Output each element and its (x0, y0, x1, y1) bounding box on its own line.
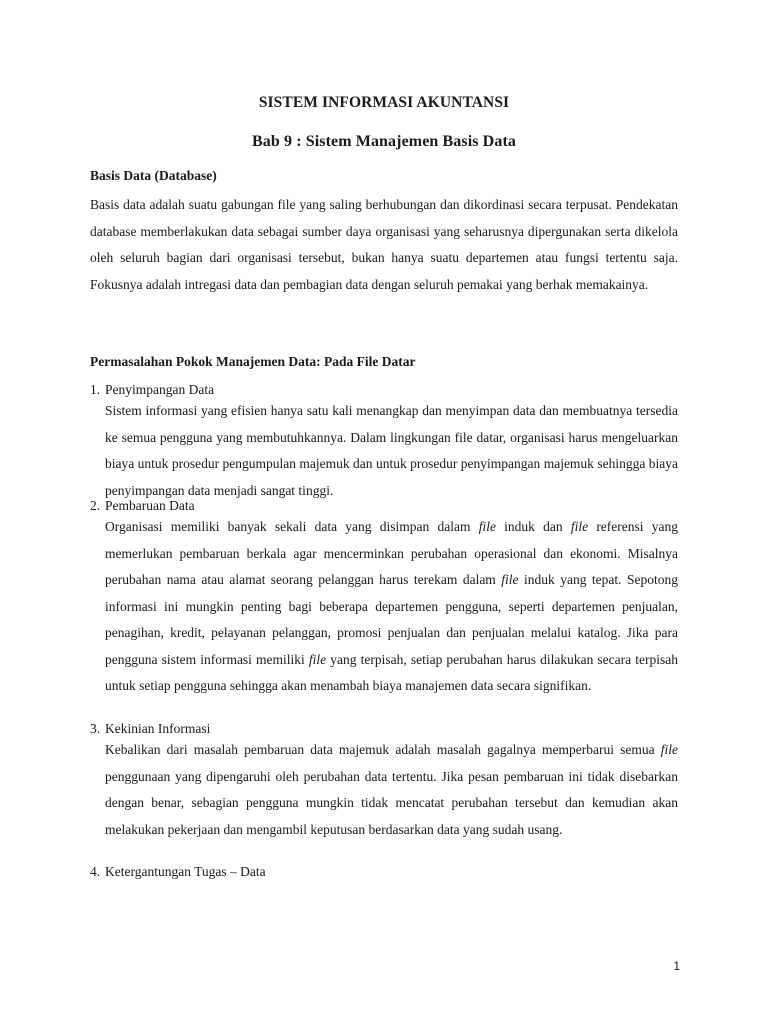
list-item-pembaruan-data (90, 497, 680, 700)
text-run: induk yang tepat. Sepotong informasi ini mungkin penting bagi beberapa departemen pengguna, seperti departemen penjualan, penagihan, kredit, pelayanan pelanggan, promosi penjualan dan penjualan melalui katalog. Jika para pengguna sistem informasi memiliki (105, 572, 679, 667)
list-item-number: 2. (90, 498, 101, 513)
list-item-body (105, 514, 678, 700)
list-item-title: Pembaruan Data (105, 498, 195, 513)
italic-term: file (660, 742, 678, 757)
text-run: Kebalikan dari masalah pembaruan data majemuk adalah masalah gagalnya memperbarui semua (105, 742, 661, 757)
section-heading-permasalahan: Permasalahan Pokok Manajemen Data: Pada File Datar (90, 354, 416, 369)
text-run: penggunaan yang dipengaruhi oleh perubahan data tertentu. Jika pesan pembaruan ini tidak disebarkan dengan benar, sebagian pengguna mungkin tidak mencatat perubahan tersebut dan kemudian akan melakukan pekerjaan dan mengambil keputusan berdasarkan data yang sudah usang. (105, 768, 678, 837)
section-heading-basis-data: Basis Data (Database) (90, 168, 217, 183)
list-item-title: Penyimpangan Data (105, 382, 215, 397)
chapter-title: Bab 9 : Sistem Manajemen Basis Data (252, 133, 516, 150)
list-item-kekinian-informasi (90, 720, 680, 843)
list-item-number: 1. (90, 382, 101, 397)
list-item-title: Ketergantungan Tugas – Data (105, 864, 266, 879)
list-item-number: 4. (90, 864, 101, 879)
text-run: Organisasi memiliki banyak sekali data yang disimpan dalam (105, 519, 479, 534)
list-item-title: Kekinian Informasi (105, 721, 211, 736)
list-item-body: Sistem informasi yang efisien hanya satu kali menangkap dan menyimpan data dan membuatnya tersedia ke semua pengguna yang membutuhkannya. Dalam lingkungan file datar, organisasi harus mengeluarkan biaya untuk prosedur pengumpulan majemuk dan untuk prosedur penyimpangan majemuk sehingga biaya penyimpangan data menjadi sangat tinggi. (105, 403, 678, 498)
document-title: SISTEM INFORMASI AKUNTANSI (258, 94, 510, 111)
list-item-number: 3. (90, 721, 101, 736)
italic-term: file (308, 651, 327, 667)
italic-term: file (501, 572, 519, 587)
text-run: referensi yang memerlukan pembaruan berkala agar mencerminkan perubahan operasional dan ekonomi. Misalnya perubahan nama atau alamat seorang pelanggan harus terekam dalam (105, 519, 678, 587)
list-item-penyimpangan-data (90, 381, 680, 504)
page-number: 1 (673, 959, 680, 973)
italic-term: file (570, 519, 589, 534)
italic-term: file (478, 519, 496, 534)
text-run: yang terpisah, setiap perubahan harus dilakukan secara terpisah untuk setiap pengguna sehingga akan menambah biaya manajemen data secara signifikan. (105, 651, 678, 693)
intro-paragraph: Basis data adalah suatu gabungan file yang saling berhubungan dan dikordinasi secara terpusat. Pendekatan database memberlakukan data sebagai sumber daya organisasi yang seharusnya dipergunakan serta dikelola oleh seluruh bagian dari organisasi tersebut, bukan hanya suatu departemen atau fungsi tertentu saja. Fokusnya adalah intregasi data dan pembagian data dengan seluruh pemakai yang berhak memakainya. (90, 197, 678, 292)
list-item-ketergantungan (90, 863, 680, 880)
list-item-body (105, 737, 678, 843)
text-run: induk dan (495, 519, 571, 534)
